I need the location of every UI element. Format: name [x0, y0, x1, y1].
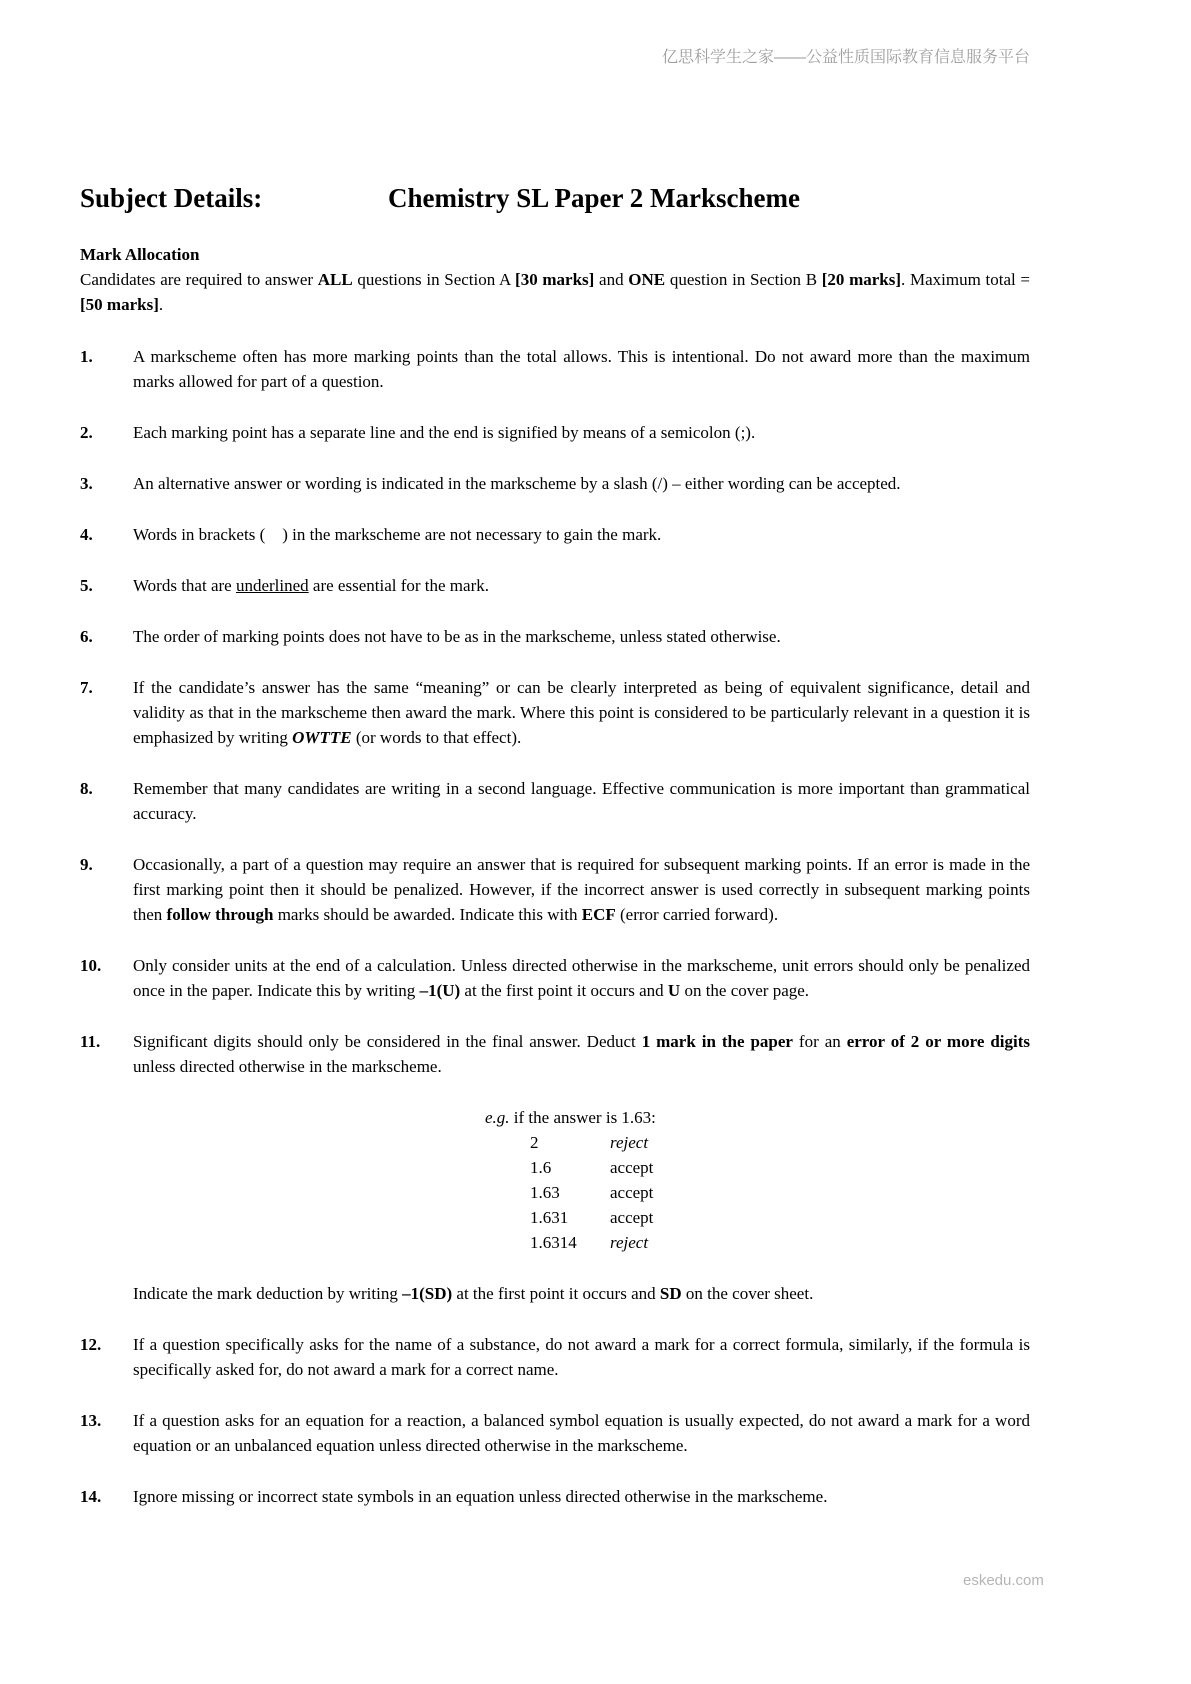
rule-text	[133, 852, 1030, 927]
text-segment: (or words to that effect).	[351, 728, 522, 747]
example-row	[530, 1130, 1030, 1155]
text-segment: on the cover page.	[680, 981, 810, 1000]
text-segment: Significant digits should only be considered in the final answer. Deduct	[133, 1032, 642, 1051]
example-value: 1.631	[530, 1208, 569, 1227]
rule-text	[133, 624, 1030, 649]
rule-item	[80, 1484, 1030, 1509]
rule-number: 7.	[80, 678, 93, 697]
rule-number: 6.	[80, 627, 93, 646]
rule-text	[133, 522, 1030, 547]
rule-item	[80, 776, 1030, 826]
rule-text	[133, 1408, 1030, 1458]
rule-text	[133, 471, 1030, 496]
text-segment: –1(SD)	[402, 1284, 453, 1303]
rule-number: 3.	[80, 474, 93, 493]
mark-allocation-heading: Mark Allocation	[80, 245, 200, 264]
rule-text	[133, 1029, 1030, 1079]
text-segment: If a question asks for an equation for a reaction, a balanced symbol equation is usually expected, do not award a mark for a word equation or an unbalanced equation unless directed otherwise in the markscheme.	[133, 1411, 1030, 1455]
text-segment: [20 marks]	[821, 270, 902, 289]
example-value: 1.63	[530, 1183, 560, 1202]
text-segment: at the first point it occurs and	[452, 1284, 660, 1303]
rule-text	[133, 573, 1030, 598]
text-segment: Occasionally, a part of a question may require an answer that is required for subsequent marking points. If an error is made in the first marking point then it should be penalized. However, if the incorrect answer is used correctly in subsequent marking points then	[133, 855, 1030, 924]
example-rows	[530, 1130, 1030, 1255]
document-title-value: Chemistry SL Paper 2 Markscheme	[388, 183, 800, 213]
text-segment: Each marking point has a separate line and the end is signified by means of a semicolon (;).	[133, 423, 756, 442]
text-segment: SD	[659, 1284, 682, 1303]
header-site-watermark: 亿思科学生之家——公益性质国际教育信息服务平台	[661, 49, 1030, 66]
text-segment: Candidates are required to answer	[80, 270, 318, 289]
rule-text	[133, 1332, 1030, 1382]
text-segment: OWTTE	[292, 728, 352, 747]
rule-number: 14.	[80, 1487, 102, 1506]
example-value: 1.6	[530, 1158, 552, 1177]
rule-text	[133, 1484, 1030, 1509]
example-verdict: reject	[610, 1233, 649, 1252]
rule-number: 4.	[80, 525, 93, 544]
example-row	[530, 1205, 1030, 1230]
rules-list-1-to-11	[80, 344, 1030, 1079]
text-segment: Ignore missing or incorrect state symbols in an equation unless directed otherwise in the markscheme.	[133, 1487, 828, 1506]
text-segment: 1 mark in the paper	[641, 1032, 793, 1051]
text-segment: The order of marking points does not have to be as in the markscheme, unless stated otherwise.	[133, 627, 781, 646]
example-intro-line	[485, 1105, 1030, 1130]
rule-number: 2.	[80, 423, 93, 442]
text-segment: marks should be awarded. Indicate this with	[273, 905, 582, 924]
rule-item	[80, 1029, 1030, 1079]
text-segment: Words that are	[133, 576, 236, 595]
rules-list-12-to-14	[80, 1332, 1030, 1509]
text-segment: ONE	[628, 270, 666, 289]
example-verdict: reject	[610, 1133, 649, 1152]
document-title	[80, 182, 1030, 214]
text-segment: [30 marks]	[515, 270, 595, 289]
text-segment: on the cover sheet.	[681, 1284, 814, 1303]
rule-number: 9.	[80, 855, 93, 874]
significant-digits-example	[80, 1105, 1030, 1255]
rule-text	[133, 776, 1030, 826]
rule-item	[80, 522, 1030, 547]
text-segment: –1(U)	[419, 981, 461, 1000]
text-segment: U	[667, 981, 681, 1000]
example-value: 1.6314	[530, 1233, 577, 1252]
rule-number: 11.	[80, 1032, 101, 1051]
text-segment: [50 marks]	[80, 295, 159, 314]
rule-item	[80, 1332, 1030, 1382]
rule-number: 1.	[80, 347, 93, 366]
rule-number: 12.	[80, 1335, 102, 1354]
text-segment: Indicate the mark deduction by writing	[133, 1284, 403, 1303]
rule-text	[133, 953, 1030, 1003]
text-segment: error of 2 or more digits	[846, 1032, 1030, 1051]
document-title-label: Subject Details:	[80, 183, 263, 213]
rule-number: 8.	[80, 779, 93, 798]
rule-text	[133, 420, 1030, 445]
rule-item	[80, 624, 1030, 649]
text-segment: are essential for the mark.	[308, 576, 489, 595]
rule-item	[80, 1408, 1030, 1458]
text-segment: Remember that many candidates are writing in a second language. Effective communication is more important than grammatical accuracy.	[133, 779, 1030, 823]
text-segment: question in Section B	[665, 270, 822, 289]
example-verdict: accept	[610, 1158, 654, 1177]
text-segment: An alternative answer or wording is indicated in the markscheme by a slash (/) – either wording can be accepted.	[133, 474, 901, 493]
rule-item	[80, 471, 1030, 496]
text-segment: If the candidate’s answer has the same “meaning” or can be clearly interpreted as being of equivalent significance, detail and validity as that in the markscheme then award the mark. Where this point is considered to be particularly relevant in a question it is emphasized by writing	[133, 678, 1030, 747]
example-row	[530, 1180, 1030, 1205]
rule-item	[80, 675, 1030, 750]
text-segment: Words in brackets ( ) in the markscheme are not necessary to gain the mark.	[133, 525, 662, 544]
text-segment: ALL	[317, 270, 353, 289]
example-value: 2	[530, 1133, 539, 1152]
text-segment: ECF	[581, 905, 616, 924]
mark-allocation-intro	[80, 267, 1030, 317]
text-segment: .	[158, 295, 164, 314]
example-verdict: accept	[610, 1183, 654, 1202]
text-segment: If a question specifically asks for the name of a substance, do not award a mark for a correct formula, similarly, if the formula is specifically asked for, do not award a mark for a correct name.	[133, 1335, 1030, 1379]
footer-site-watermark: eskedu.com	[963, 1572, 1044, 1589]
text-segment: (error carried forward).	[615, 905, 779, 924]
rule-text	[133, 675, 1030, 750]
text-segment: . Maximum total =	[901, 270, 1031, 289]
example-verdict: accept	[610, 1208, 654, 1227]
text-segment: underlined	[235, 576, 309, 595]
rule-number: 10.	[80, 956, 102, 975]
text-segment: if the answer is 1.63:	[509, 1108, 656, 1127]
rule-item	[80, 344, 1030, 394]
text-segment: A markscheme often has more marking points than the total allows. This is intentional. Do not award more than the maximum marks allowed for part of a question.	[133, 347, 1030, 391]
rule-number: 5.	[80, 576, 93, 595]
rule-number: 13.	[80, 1411, 102, 1430]
rule-item	[80, 420, 1030, 445]
text-segment: questions in Section A	[352, 270, 516, 289]
text-segment: and	[594, 270, 629, 289]
text-segment: e.g.	[485, 1108, 510, 1127]
sd-deduction-note	[133, 1281, 1030, 1306]
text-segment: follow through	[166, 905, 274, 924]
rule-item	[80, 953, 1030, 1003]
text-segment: Only consider units at the end of a calculation. Unless directed otherwise in the markscheme, unit errors should only be penalized once in the paper. Indicate this by writing	[133, 956, 1030, 1000]
example-row	[530, 1230, 1030, 1255]
text-segment: for an	[792, 1032, 847, 1051]
text-segment: unless directed otherwise in the markscheme.	[133, 1057, 442, 1076]
text-segment: at the first point it occurs and	[460, 981, 668, 1000]
rule-text	[133, 344, 1030, 394]
rule-item	[80, 573, 1030, 598]
rule-item	[80, 852, 1030, 927]
example-row	[530, 1155, 1030, 1180]
